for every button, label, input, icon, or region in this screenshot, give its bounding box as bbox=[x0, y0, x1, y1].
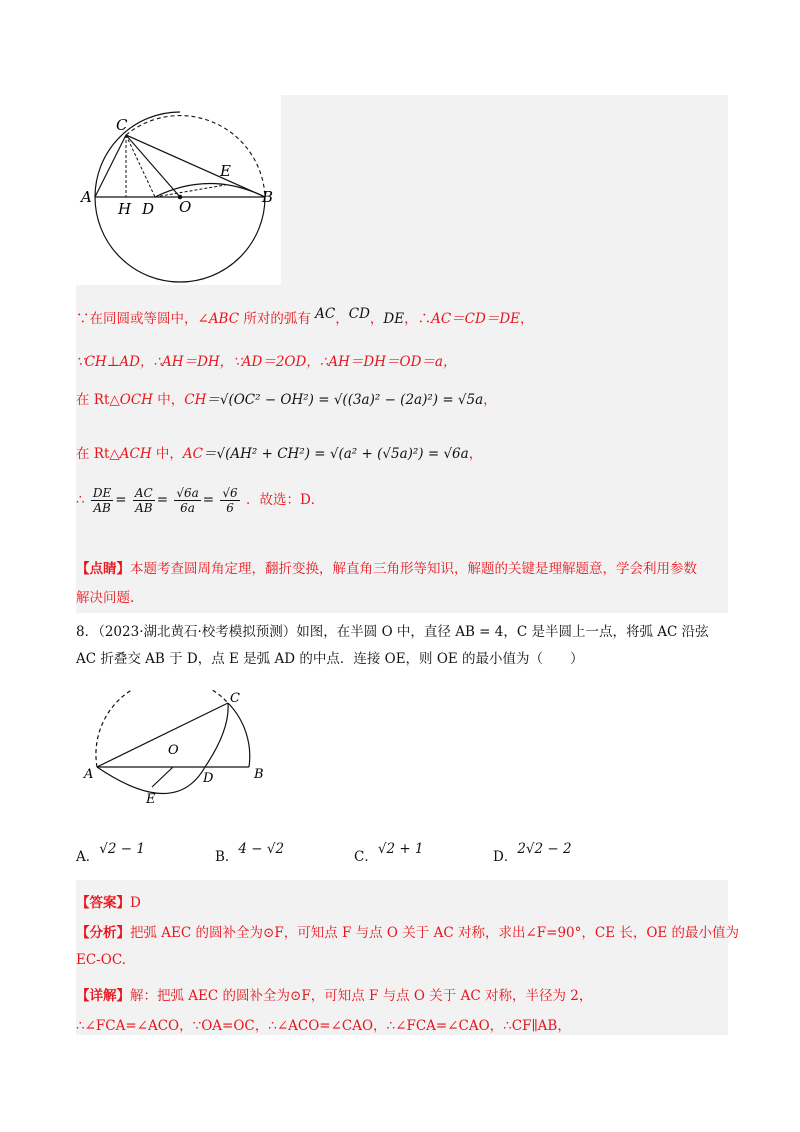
comment-line-1: 【点睛】本题考查圆周角定理，翻折变换，解直角三角形等知识，解题的关键是理解题意，学会利用参数 bbox=[76, 561, 697, 577]
solution-line-4: 在 Rt△ACH 中，AC＝√(AH² + CH²) = √(a² + (√5a)²) = √6a， bbox=[76, 446, 483, 462]
segment-ca bbox=[95, 135, 126, 197]
label-b: B bbox=[262, 188, 274, 206]
solution-line-1: ∵在同圆或等圆中，∠ABC 所对的弧有 AC，CD，DE，∴AC＝CD＝DE， bbox=[76, 306, 534, 327]
option-a[interactable]: A．√2 − 1 bbox=[76, 841, 145, 865]
analysis-line-2: EC-OC. bbox=[76, 952, 126, 968]
label-d: D bbox=[142, 200, 155, 218]
answer-tag: 【答案】 bbox=[76, 895, 130, 911]
comment-tag: 【点睛】 bbox=[76, 561, 130, 577]
solution-line-2: ∵CH⊥AD，∴AH＝DH，∵AD＝2OD，∴AH＝DH＝OD＝a， bbox=[76, 354, 457, 370]
segment-cd bbox=[126, 135, 155, 197]
option-c[interactable]: C．√2 + 1 bbox=[354, 841, 424, 865]
analysis-line-1: 【分析】把弧 AEC 的圆补全为⊙F，可知点 F 与点 O 关于 AC 对称，求出∠F=90°，CE 长，OE 的最小值为 bbox=[76, 925, 740, 941]
arc-ac bbox=[95, 112, 180, 197]
question-line-1: 8．（2023·湖北黄石·校考模拟预测）如图，在半圆 O 中，直径 AB = 4，C 是半圆上一点，将弧 AC 沿弦 bbox=[76, 624, 709, 640]
semicircle-figure bbox=[78, 690, 278, 810]
segment-oe bbox=[152, 767, 173, 787]
label-b-2: B bbox=[254, 767, 264, 782]
label-c: C bbox=[116, 116, 128, 134]
label-o-2: O bbox=[168, 743, 179, 758]
comment-line-2: 解决问题. bbox=[76, 590, 135, 606]
fold-arc bbox=[155, 184, 265, 198]
arc-cb bbox=[228, 703, 250, 767]
segment-cb bbox=[126, 135, 265, 197]
label-d-2: D bbox=[203, 771, 214, 786]
chord-ac bbox=[97, 703, 228, 767]
answer-line bbox=[76, 891, 141, 911]
fraction-de-ab: $\frac{DE}{AB}$ bbox=[92, 486, 112, 515]
label-o: O bbox=[179, 198, 192, 216]
label-e: E bbox=[220, 162, 231, 180]
detail-tag: 【详解】 bbox=[76, 988, 130, 1004]
fraction-sqrt6a-6a: $\frac{√6a}{6a}$ bbox=[176, 486, 199, 515]
detail-line-1: 【详解】解：把弧 AEC 的圆补全为⊙F，可知点 F 与点 O 关于 AC 对称，半径为 2， bbox=[76, 988, 593, 1004]
analysis-tag: 【分析】 bbox=[76, 925, 130, 941]
option-d[interactable]: D．2√2 − 2 bbox=[493, 841, 572, 865]
question-line-2: AC 折叠交 AB 于 D，点 E 是弧 AD 的中点．连接 OE，则 OE 的最小值为（ ） bbox=[76, 651, 584, 667]
detail-line-2: ∴∠FCA=∠ACO，∵OA=OC，∴∠ACO=∠CAO，∴∠FCA=∠CAO，∴CF∥AB， bbox=[76, 1018, 571, 1034]
answer-value: D bbox=[130, 895, 141, 911]
label-c-2: C bbox=[230, 691, 240, 706]
label-a-2: A bbox=[84, 767, 94, 782]
label-a: A bbox=[81, 188, 92, 206]
option-b[interactable]: B．4 − √2 bbox=[215, 841, 285, 865]
solution-line-3: 在 Rt△OCH 中，CH＝√(OC² − OH²) = √((3a)² − (2a)²) = √5a， bbox=[76, 392, 497, 408]
circle-figure bbox=[78, 108, 283, 283]
segment-de bbox=[155, 185, 225, 197]
fraction-ac-ab: $\frac{AC}{AB}$ bbox=[134, 486, 153, 515]
solution-line-5: ∴ $\frac{DE}{AB}$ = $\frac{AC}{AB}$ = $\frac{√6a}{6a}$ = $\frac{√6}{6}$ ．故选：D． bbox=[76, 486, 325, 515]
label-e-2: E bbox=[146, 792, 156, 807]
label-h: H bbox=[118, 200, 132, 218]
dashed-arc-ac bbox=[96, 690, 228, 767]
answer-shade bbox=[76, 880, 728, 1035]
fraction-sqrt6-6: $\frac{√6}{6}$ bbox=[222, 486, 238, 515]
segment-co bbox=[126, 135, 180, 197]
